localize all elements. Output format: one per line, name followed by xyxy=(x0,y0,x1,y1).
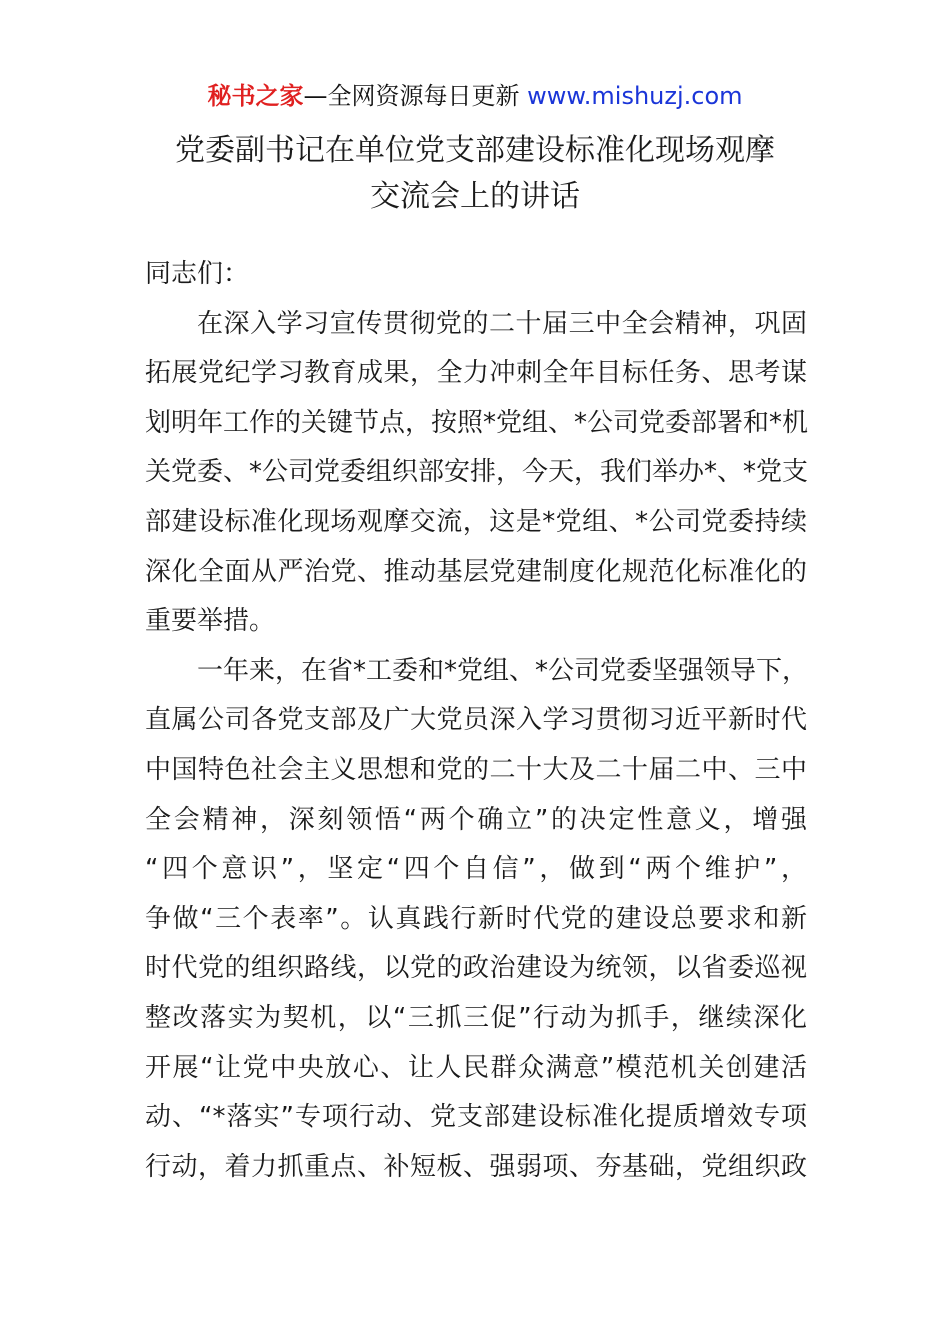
document-title xyxy=(120,128,830,220)
paragraph-1 xyxy=(145,300,807,647)
paragraph-line: 动、“*落实”专项行动、党支部建设标准化提质增效专项 xyxy=(145,1102,807,1133)
title-line-1: 党委副书记在单位党支部建设标准化现场观摩 xyxy=(175,133,775,168)
paragraph-line: 争做“三个表率”。认真践行新时代党的建设总要求和新 xyxy=(145,903,807,934)
paragraph-line: 开展“让党中央放心、让人民群众满意”模范机关创建活 xyxy=(145,1052,807,1083)
document-body xyxy=(145,250,807,1192)
title-line-2: 交流会上的讲话 xyxy=(370,179,580,214)
paragraph-line: 拓展党纪学习教育成果，全力冲刺全年目标任务、思考谋 xyxy=(145,358,807,389)
paragraph-line: “四个意识”，坚定“四个自信”，做到“两个维护”， xyxy=(145,854,807,885)
paragraph-line: 时代党的组织路线，以党的政治建设为统领，以省委巡视 xyxy=(145,953,807,984)
paragraph-line: 划明年工作的关键节点，按照*党组、*公司党委部署和*机 xyxy=(145,407,809,438)
banner-brand: 秘书之家 xyxy=(207,82,304,110)
paragraph-line: 行动，着力抓重点、补短板、强弱项、夯基础，党组织政 xyxy=(145,1151,807,1182)
banner-slogan: —全网资源每日更新 xyxy=(303,82,520,110)
paragraph-line: 一年来，在省*工委和*党组、*公司党委坚强领导下， xyxy=(197,655,809,686)
paragraph-line: 在深入学习宣传贯彻党的二十届三中全会精神，巩固 xyxy=(197,308,807,339)
paragraph-line: 部建设标准化现场观摩交流，这是*党组、*公司党委持续 xyxy=(145,506,807,537)
paragraph-line: 整改落实为契机，以“三抓三促”行动为抓手，继续深化 xyxy=(145,1002,807,1033)
paragraph-line: 全会精神，深刻领悟“两个确立”的决定性意义，增强 xyxy=(145,804,807,835)
site-banner xyxy=(0,80,950,112)
paragraph-line: 直属公司各党支部及广大党员深入学习贯彻习近平新时代 xyxy=(145,705,807,736)
paragraph-line: 关党委、*公司党委组织部安排，今天，我们举办*、*党支 xyxy=(145,457,809,488)
paragraph-line: 中国特色社会主义思想和党的二十大及二十届二中、三中 xyxy=(145,754,807,785)
banner-site-link[interactable]: www.mishuzj.com xyxy=(519,82,743,110)
paragraph-line: 重要举措。 xyxy=(145,606,276,637)
salutation: 同志们： xyxy=(145,259,250,289)
paragraph-line: 深化全面从严治党、推动基层党建制度化规范化标准化的 xyxy=(145,556,807,587)
paragraph-2 xyxy=(145,647,807,1193)
